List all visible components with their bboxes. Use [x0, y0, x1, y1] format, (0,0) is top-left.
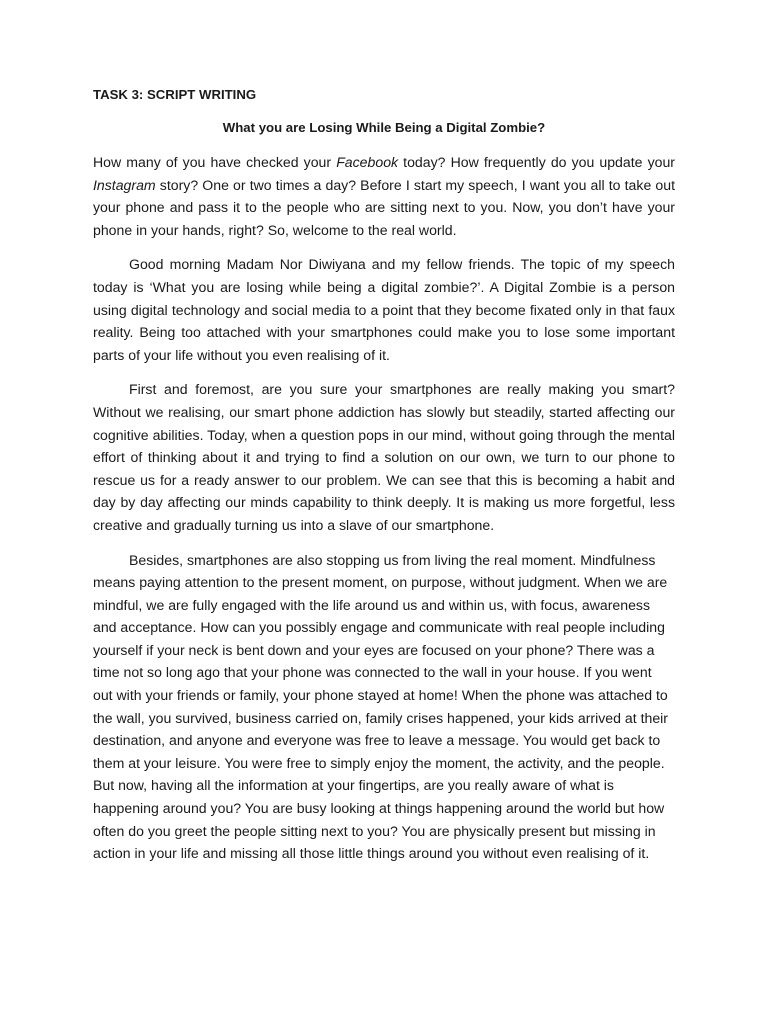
document-page	[93, 84, 675, 877]
cognitive-paragraph: First and foremost, are you sure your smartphones are really making you smart? Without we realising, our smart phone addiction has slowly but steadily, started affecting our cognitive abilities. Today, when a question pops in our mind, without going through the mental effort of thinking about it and trying to find a solution on our own, we turn to our phone to rescue us for a ready answer to our problem. We can see that this is becoming a habit and day by day affecting our minds capability to think deeply. It is making us more forgetful, less creative and gradually turning us into a slave of our smartphone.	[93, 381, 675, 533]
mindfulness-paragraph: Besides, smartphones are also stopping us from living the real moment. Mindfulness means paying attention to the present moment, on purpose, without judgment. When we are mindful, we are fully engaged with the life around us and within us, with focus, awareness and acceptance. How can you possibly engage and communicate with real people including yourself if your neck is bent down and your eyes are focused on your phone? There was a time not so long ago that your phone was connected to the wall in your house. If you went out with your friends or family, your phone stayed at home! When the phone was attached to the wall, you survived, business carried on, family crises happened, your kids arrived at their destination, and anyone and everyone was free to leave a message. You would get back to them at your leisure. You were free to simply enjoy the moment, the activity, and the people. But now, having all the information at your fingertips, are you really aware of what is happening around you? You are busy looking at things happening around the world but how often do you greet the people sitting next to you? You are physically present but missing in action in your life and missing all those little things around you without even realising of it.	[93, 551, 668, 862]
intro-text-2: today? How frequently do you update your	[398, 154, 675, 170]
intro-paragraph	[93, 151, 675, 241]
intro-text-1: How many of you have checked your	[93, 154, 337, 170]
task-heading: TASK 3: SCRIPT WRITING	[93, 87, 257, 102]
document-title: What you are Losing While Being a Digital Zombie?	[222, 120, 546, 135]
facebook-emphasis: Facebook	[336, 154, 399, 170]
instagram-emphasis: Instagram	[93, 176, 156, 193]
greeting-paragraph: Good morning Madam Nor Diwiyana and my fellow friends. The topic of my speech today is ‘What you are losing while being a digital zombie?’. A Digital Zombie is a person using digital technology and social media to a point that they become fixated only in that faux reality. Being too attached with your smartphones could make you to lose some important parts of your life without you even realising of it.	[93, 256, 675, 363]
intro-text-3: story? One or two times a day? Before I start my speech, I want you all to take out your phone and pass it to the people who are sitting next to you. Now, you don’t have your phone in your hands, right? So, welcome to the real world.	[93, 176, 675, 238]
